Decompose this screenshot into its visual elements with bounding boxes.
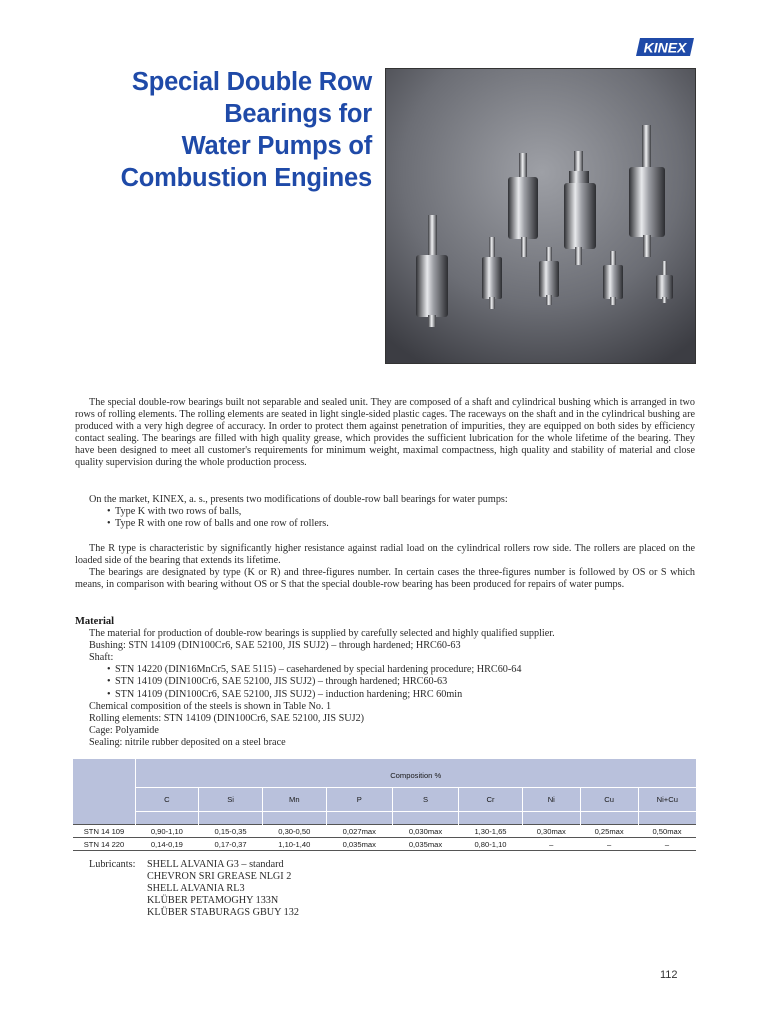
material-bushing: Bushing: STN 14109 (DIN100Cr6, SAE 52100, JIS SUJ2) – through hardened; HRC60-63: [89, 640, 461, 652]
logo-text: KINEX: [643, 39, 687, 56]
table-cell: 0,035max: [326, 838, 392, 851]
table-cell: 0,17-0,37: [199, 838, 263, 851]
list-item: • STN 14220 (DIN16MnCr5, SAE 5115) – casehardened by special hardening procedure; HRC60-64: [115, 664, 695, 676]
material-shaft-label: Shaft:: [89, 652, 114, 664]
composition-table: [73, 759, 696, 851]
list-item: CHEVRON SRI GREASE NLGI 2: [147, 871, 292, 882]
table-cell: 0,14-0,19: [135, 838, 199, 851]
table-cell: 0,035max: [392, 838, 458, 851]
list-item: KLÜBER STABURAGS GBUY 132: [147, 907, 299, 918]
lubricants-list: [147, 859, 299, 919]
table-cell: –: [580, 838, 638, 851]
table-cell: 0,027max: [326, 825, 392, 838]
bearings-photo: [385, 68, 696, 364]
list-item: SHELL ALVANIA RL3: [147, 883, 245, 894]
types-section: [75, 543, 695, 591]
list-item: • Type K with two rows of balls,: [115, 506, 695, 518]
table-cell: 0,30-0,50: [262, 825, 326, 838]
table-group-header: Composition %: [135, 759, 696, 788]
material-cage: Cage: Polyamide: [89, 724, 159, 736]
rtype-paragraph: The R type is characteristic by significantly higher resistance against radial load on the cylindrical rollers row side. The rollers are placed on the loaded side of the bearing that extends its lifetime.: [75, 543, 695, 567]
intro-section: [75, 397, 695, 470]
table-cell: 0,15-0,35: [199, 825, 263, 838]
table-cell: 0,80-1,10: [459, 838, 523, 851]
market-section: [75, 494, 695, 530]
table-row: [73, 825, 696, 838]
table-cell: STN 14 109: [73, 825, 135, 838]
list-item: • STN 14109 (DIN100Cr6, SAE 52100, JIS SUJ2) – through hardened; HRC60-63: [115, 676, 695, 688]
table-cell: 0,90-1,10: [135, 825, 199, 838]
kinex-logo: [636, 34, 698, 60]
market-paragraph: On the market, KINEX, a. s., presents two modifications of double-row ball bearings for water pumps:: [89, 494, 508, 505]
title-line: Bearings for: [224, 100, 372, 128]
material-supplier: The material for production of double-row bearings is supplied by carefully selected and highly qualified supplier.: [89, 628, 555, 640]
material-section: [75, 616, 695, 749]
list-item: KLÜBER PETAMOGHY 133N: [147, 895, 279, 906]
table-corner: [73, 759, 135, 812]
column-header: Ni+Cu: [638, 788, 696, 812]
column-header: S: [392, 788, 458, 812]
material-chem: Chemical composition of the steels is shown in Table No. 1: [89, 700, 332, 712]
table-spacer: [73, 812, 135, 825]
column-header: P: [326, 788, 392, 812]
page-title: [72, 66, 372, 194]
table-cell: –: [638, 838, 696, 851]
table-cell: 0,50max: [638, 825, 696, 838]
column-header: Ni: [522, 788, 580, 812]
page-number: 112: [660, 969, 678, 981]
table-cell: 1,30-1,65: [459, 825, 523, 838]
column-header: Cr: [459, 788, 523, 812]
lubricants-label: Lubricants:: [89, 859, 136, 870]
column-header: Cu: [580, 788, 638, 812]
table-cell: 1,10-1,40: [262, 838, 326, 851]
list-item: • STN 14109 (DIN100Cr6, SAE 52100, JIS SUJ2) – induction hardening; HRC 60min: [115, 689, 695, 701]
bearings-illustration: [386, 69, 696, 364]
title-line: Water Pumps of: [181, 132, 372, 160]
material-rolling: Rolling elements: STN 14109 (DIN100Cr6, SAE 52100, JIS SUJ2): [89, 712, 365, 724]
column-header: Mn: [262, 788, 326, 812]
table-cell: 0,25max: [580, 825, 638, 838]
table-cell: STN 14 220: [73, 838, 135, 851]
material-heading: Material: [75, 616, 115, 627]
title-line: Combustion Engines: [120, 164, 372, 192]
material-sealing: Sealing: nitrile rubber deposited on a steel brace: [89, 736, 286, 748]
column-header: C: [135, 788, 199, 812]
table-cell: 0,30max: [522, 825, 580, 838]
table-row: [73, 838, 696, 851]
column-header: Si: [199, 788, 263, 812]
table-cell: –: [522, 838, 580, 851]
table-cell: 0,030max: [392, 825, 458, 838]
title-line: Special Double Row: [131, 68, 372, 96]
designation-paragraph: The bearings are designated by type (K or R) and three-figures number. In certain cases the three-figures number is followed by OS or S which means, in comparison with bearing without OS or S that the special double-row bearing has been produced for repairs of water pumps.: [75, 567, 695, 591]
intro-paragraph: The special double-row bearings built not separable and sealed unit. They are composed of a shaft and cylindrical bushing which is arranged in two rows of rolling elements. The rolling elements are seated in light single-sided plastic cages. The raceways on the shaft and in the cylindrical bushing are produced with a very high degree of accuracy. In order to protect them against penetration of impurities, they are equipped on both sides by efficiency contact sealing. The bearings are filled with high quality grease, which provides the sufficient lubrication for the whole lifetime of the bearing. They have been designed to meet all customer's requirements for minimum weight, maximal compactness, high quality and stability of material and close quality supervision during the whole production process.: [75, 397, 695, 469]
list-item: • Type R with one row of balls and one row of rollers.: [115, 518, 695, 530]
list-item: SHELL ALVANIA G3 – standard: [147, 859, 284, 870]
